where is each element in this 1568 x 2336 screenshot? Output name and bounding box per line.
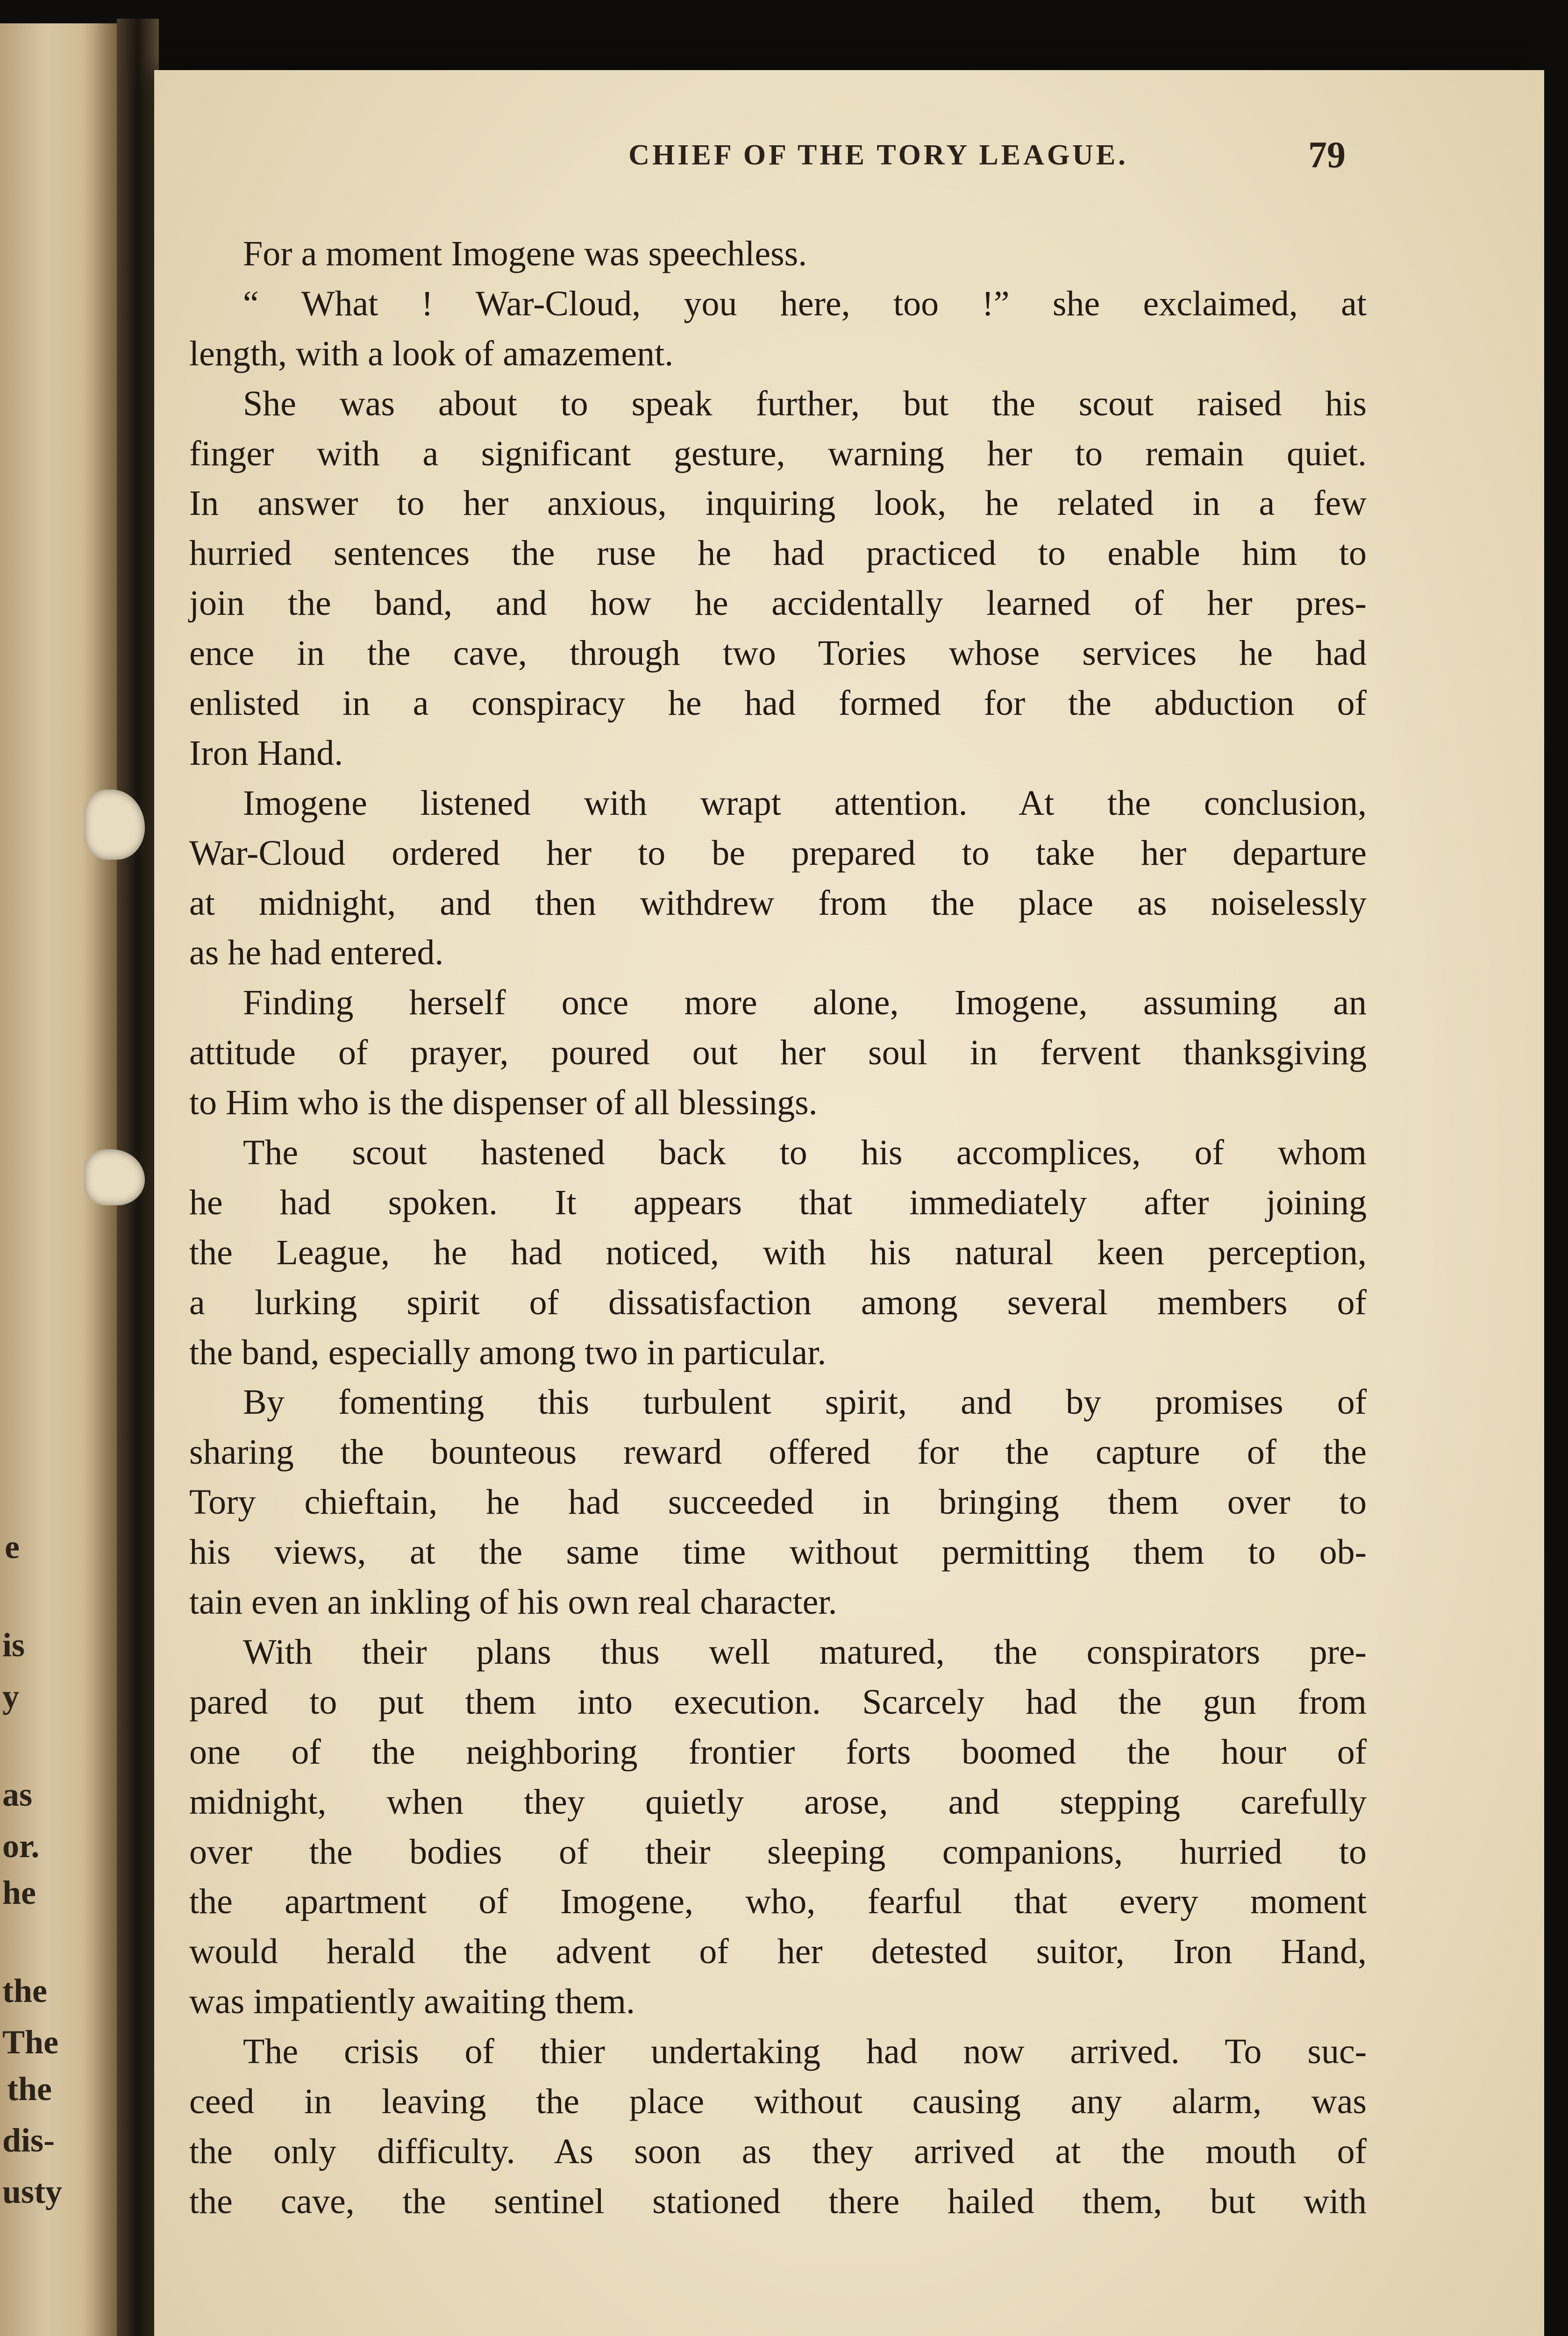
text-line: Finding herself once more alone, Imogene, assuming an <box>243 983 1367 1023</box>
left-page-fragment: is <box>2 1626 25 1664</box>
text-line: the League, he had noticed, with his natural keen perception, <box>189 1232 1367 1272</box>
text-line: as he had entered. <box>189 933 444 973</box>
body-text <box>189 229 1367 2227</box>
left-page-fragment: the <box>2 1972 47 2009</box>
text-line: tain even an inkling of his own real character. <box>189 1582 837 1622</box>
text-line: the band, especially among two in particular. <box>189 1332 827 1372</box>
text-line: his views, at the same time without permitting them to ob- <box>189 1532 1367 1572</box>
text-line: ence in the cave, through two Tories whose services he had <box>189 634 1367 673</box>
left-page-fragment: as <box>2 1776 33 1813</box>
text-line: attitude of prayer, poured out her soul in fervent thanksgiving <box>189 1033 1367 1073</box>
text-line: The crisis of thier undertaking had now arrived. To suc- <box>243 2032 1367 2072</box>
text-line: The scout hastened back to his accomplices, of whom <box>243 1133 1367 1173</box>
text-line: sharing the bounteous reward offered for the capture of the <box>189 1432 1367 1472</box>
text-line: enlisted in a conspiracy he had formed for the abduction of <box>189 684 1367 723</box>
text-line: With their plans thus well matured, the conspirators pre- <box>243 1632 1367 1672</box>
left-page-fragment: the <box>7 2070 52 2108</box>
text-line: Imogene listened with wrapt attention. At the conclusion, <box>243 783 1367 823</box>
text-line: length, with a look of amazement. <box>189 334 674 373</box>
text-line: the apartment of Imogene, who, fearful that every moment <box>189 1882 1367 1922</box>
text-line: Tory chieftain, he had succeeded in bringing them over to <box>189 1482 1367 1522</box>
text-line: “ What ! War-Cloud, you here, too !” she exclaimed, at <box>243 284 1367 323</box>
text-line: War-Cloud ordered her to be prepared to take her departure <box>189 833 1367 873</box>
text-line: midnight, when they quietly arose, and stepping carefully <box>189 1782 1367 1822</box>
text-line: For a moment Imogene was speechless. <box>243 234 807 273</box>
text-line: one of the neighboring frontier forts boomed the hour of <box>189 1732 1367 1772</box>
left-page-fragment: The <box>2 2023 59 2061</box>
text-line: hurried sentences the ruse he had practiced to enable him to <box>189 534 1367 573</box>
page-number: 79 <box>1308 135 1346 176</box>
text-line: pared to put them into execution. Scarcely had the gun from <box>189 1682 1367 1722</box>
text-line: the only difficulty. As soon as they arrived at the mouth of <box>189 2131 1367 2171</box>
text-line: join the band, and how he accidentally learned of her pres- <box>189 584 1367 623</box>
book-page <box>154 70 1544 2336</box>
text-line: ceed in leaving the place without causing any alarm, was <box>189 2081 1367 2121</box>
text-line: at midnight, and then withdrew from the place as noiselessly <box>189 883 1367 923</box>
left-page-fragment: usty <box>2 2173 63 2210</box>
text-line: finger with a significant gesture, warning her to remain quiet. <box>189 434 1367 473</box>
left-page-fragment: y <box>2 1678 19 1715</box>
text-line: She was about to speak further, but the scout raised his <box>243 384 1367 423</box>
text-line: was impatiently awaiting them. <box>189 1982 635 2022</box>
text-line: In answer to her anxious, inquiring look, he related in a few <box>189 484 1367 523</box>
text-line: would herald the advent of her detested suitor, Iron Hand, <box>189 1932 1367 1972</box>
running-head: CHIEF OF THE TORY LEAGUE. <box>628 139 1128 171</box>
left-page-fragment: he <box>2 1874 36 1911</box>
text-line: By fomenting this turbulent spirit, and by promises of <box>243 1382 1367 1422</box>
text-line: to Him who is the dispenser of all blessings. <box>189 1083 818 1123</box>
text-line: Iron Hand. <box>189 733 343 773</box>
text-line: the cave, the sentinel stationed there hailed them, but with <box>189 2181 1367 2221</box>
left-page-fragment: or. <box>2 1827 40 1865</box>
left-page-fragment: e <box>5 1528 20 1566</box>
text-line: over the bodies of their sleeping companions, hurried to <box>189 1832 1367 1872</box>
left-page-fragment: dis- <box>2 2122 55 2159</box>
text-line: he had spoken. It appears that immediately after joining <box>189 1182 1367 1222</box>
text-line: a lurking spirit of dissatisfaction among several members of <box>189 1282 1367 1322</box>
